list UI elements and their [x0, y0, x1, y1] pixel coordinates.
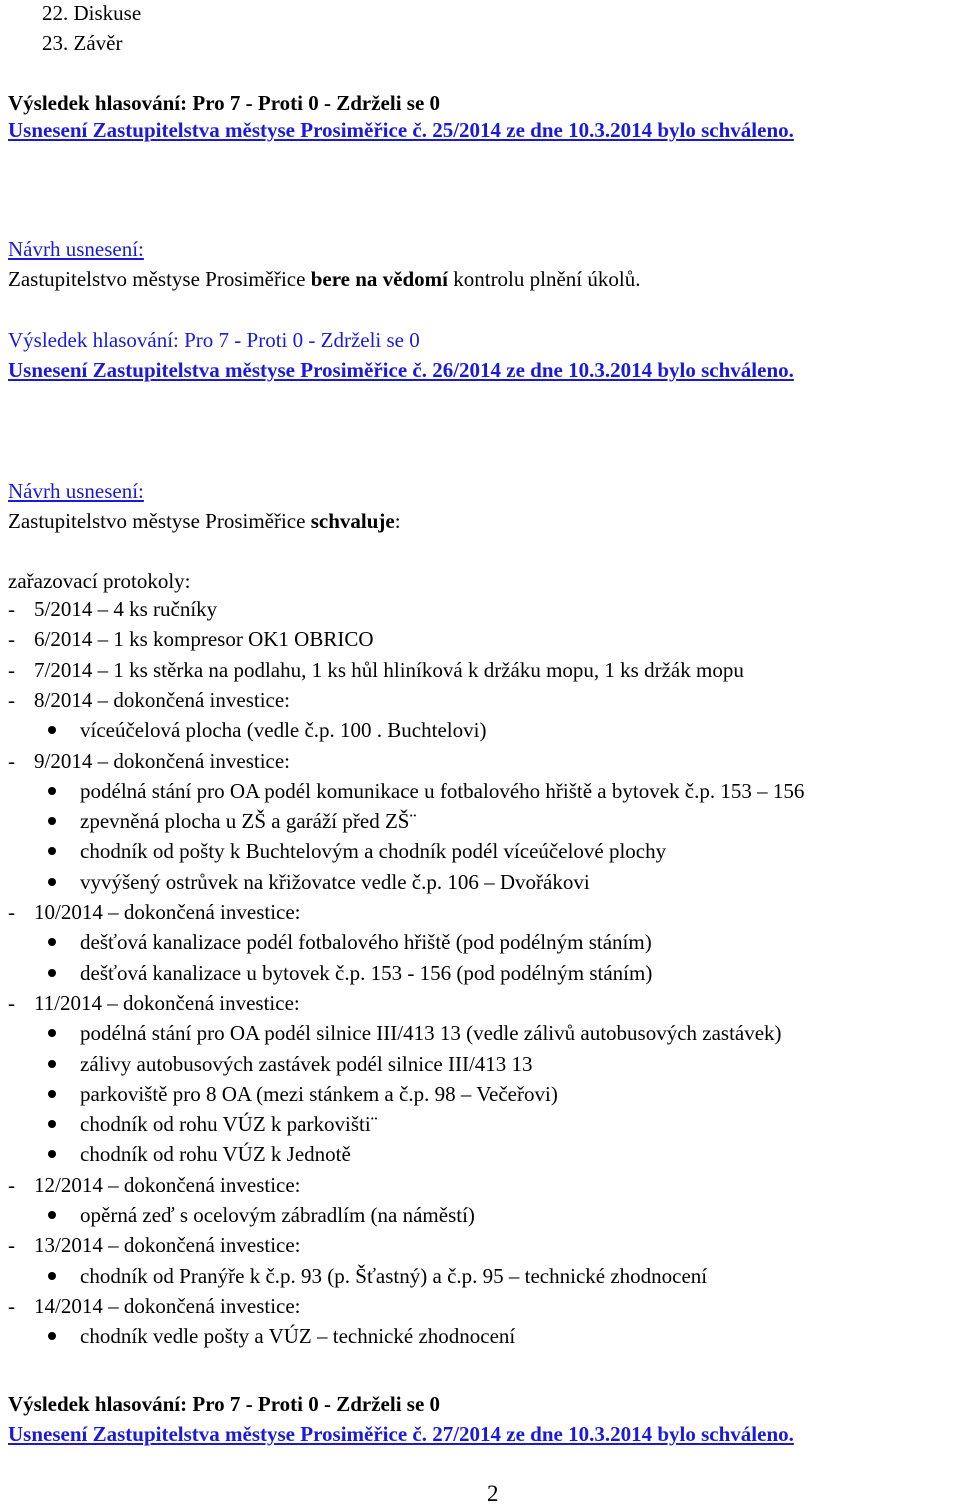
bullet-text: víceúčelová plocha (vedle č.p. 100 . Buchtelovi) [80, 718, 487, 742]
protocol-item-text: 5/2014 – 4 ks ručníky [34, 597, 218, 621]
bullet-text: chodník od Pranýře k č.p. 93 (p. Šťastný) a č.p. 95 – technické zhodnocení [80, 1264, 708, 1288]
proposal-heading: Návrh usnesení: [8, 479, 144, 503]
protocol-item-text: 8/2014 – dokončená investice: [34, 688, 291, 712]
protocol-item [8, 687, 291, 713]
protocol-item-text: 13/2014 – dokončená investice: [34, 1233, 301, 1257]
toc-item-conclusion: 23. Závěr [42, 31, 123, 55]
protocol-item-text: 6/2014 – 1 ks kompresor OK1 OBRICO [34, 627, 374, 651]
bullet-text: parkoviště pro 8 OA (mezi stánkem a č.p. 98 – Večeřovi) [80, 1082, 558, 1106]
protocol-item [8, 596, 218, 622]
dash-marker: - [8, 749, 15, 773]
proposal-verb: bere na vědomí [310, 267, 448, 291]
bullet-icon [48, 1332, 56, 1340]
bullet-icon [48, 1150, 56, 1158]
protocol-bullet-item [80, 1202, 475, 1228]
resolution-26: Usnesení Zastupitelstva městyse Prosiměřice č. 26/2014 ze dne 10.3.2014 bylo schváleno. [8, 358, 794, 382]
protocol-item-text: 12/2014 – dokončená investice: [34, 1173, 301, 1197]
protocol-bullet-item [80, 1111, 378, 1137]
bullet-icon [48, 1272, 56, 1280]
resolution-25: Usnesení Zastupitelstva městyse Prosiměřice č. 25/2014 ze dne 10.3.2014 bylo schváleno. [8, 118, 794, 142]
bullet-text: chodník od rohu VÚZ k parkovišti¨ [80, 1112, 378, 1136]
protocol-bullet-item [80, 1141, 351, 1167]
dash-marker: - [8, 597, 15, 621]
resolution-27: Usnesení Zastupitelstva městyse Prosiměřice č. 27/2014 ze dne 10.3.2014 bylo schváleno. [8, 1422, 794, 1446]
dash-marker: - [8, 658, 15, 682]
bullet-icon [48, 1090, 56, 1098]
protocol-bullet-item [80, 929, 652, 955]
bullet-icon [48, 878, 56, 886]
dash-marker: - [8, 627, 15, 651]
page-number: 2 [487, 1481, 499, 1506]
dash-marker: - [8, 900, 15, 924]
protocol-item [8, 990, 300, 1016]
protocol-item-text: 9/2014 – dokončená investice: [34, 749, 291, 773]
proposal-subject: Zastupitelstvo městyse Prosiměřice [8, 509, 306, 533]
protocol-bullet-item [80, 1081, 558, 1107]
dash-marker: - [8, 688, 15, 712]
dash-marker: - [8, 1173, 15, 1197]
protocol-item [8, 1293, 301, 1319]
bullet-text: chodník od rohu VÚZ k Jednotě [80, 1142, 351, 1166]
bullet-text: podélná stání pro OA podél komunikace u fotbalového hřiště a bytovek č.p. 153 – 156 [80, 779, 805, 803]
protocol-bullet-item [80, 1051, 533, 1077]
bullet-icon [48, 1120, 56, 1128]
protocol-item-text: 14/2014 – dokončená investice: [34, 1294, 301, 1318]
protocol-bullet-item [80, 960, 652, 986]
bullet-icon [48, 787, 56, 795]
bullet-icon [48, 1211, 56, 1219]
bullet-icon [48, 969, 56, 977]
proposal-colon: : [394, 509, 401, 533]
protocol-bullet-item [80, 1020, 782, 1046]
toc-item-discussion: 22. Diskuse [42, 1, 142, 25]
bullet-icon [48, 847, 56, 855]
dash-marker: - [8, 991, 15, 1015]
proposal-verb: schvaluje [310, 509, 395, 533]
protocol-item-text: 10/2014 – dokončená investice: [34, 900, 301, 924]
protocol-bullet-item [80, 778, 804, 804]
protocol-bullet-item [80, 869, 590, 895]
protocols-heading: zařazovací protokoly: [8, 569, 191, 593]
proposal-text [8, 508, 401, 534]
protocol-item [8, 748, 291, 774]
vote-result: Výsledek hlasování: Pro 7 - Proti 0 - Zdrželi se 0 [8, 91, 441, 115]
bullet-icon [48, 817, 56, 825]
bullet-icon [48, 1029, 56, 1037]
bullet-text: zpevněná plocha u ZŠ a garáží před ZŠ¨ [80, 809, 417, 833]
bullet-icon [48, 726, 56, 734]
protocol-bullet-item [80, 1323, 515, 1349]
bullet-text: dešťová kanalizace podél fotbalového hřiště (pod podélným stáním) [80, 930, 652, 954]
vote-result: Výsledek hlasování: Pro 7 - Proti 0 - Zdrželi se 0 [8, 328, 420, 352]
proposal-heading: Návrh usnesení: [8, 237, 144, 261]
bullet-text: chodník vedle pošty a VÚZ – technické zhodnocení [80, 1324, 516, 1348]
protocol-item [8, 657, 744, 683]
bullet-text: opěrná zeď s ocelovým zábradlím (na náměstí) [80, 1203, 475, 1227]
bullet-text: chodník od pošty k Buchtelovým a chodník podél víceúčelové plochy [80, 839, 667, 863]
bullet-icon [48, 938, 56, 946]
protocol-item [8, 626, 374, 652]
protocol-bullet-item [80, 808, 416, 834]
bullet-text: zálivy autobusových zastávek podél silnice III/413 13 [80, 1052, 533, 1076]
bullet-text: vyvýšený ostrůvek na křižovatce vedle č.p. 106 – Dvořákovi [80, 870, 590, 894]
proposal-subject: Zastupitelstvo městyse Prosiměřice [8, 267, 306, 291]
dash-marker: - [8, 1233, 15, 1257]
protocol-item [8, 1172, 301, 1198]
bullet-text: podélná stání pro OA podél silnice III/413 13 (vedle zálivů autobusových zastávek) [80, 1021, 782, 1045]
protocol-item-text: 7/2014 – 1 ks stěrka na podlahu, 1 ks hůl hliníková k držáku mopu, 1 ks držák mopu [34, 658, 744, 682]
vote-result: Výsledek hlasování: Pro 7 - Proti 0 - Zdrželi se 0 [8, 1392, 441, 1416]
protocol-item-text: 11/2014 – dokončená investice: [34, 991, 300, 1015]
protocol-bullet-item [80, 717, 486, 743]
protocol-bullet-item [80, 1263, 707, 1289]
proposal-object: kontrolu plnění úkolů. [453, 267, 641, 291]
dash-marker: - [8, 1294, 15, 1318]
bullet-icon [48, 1060, 56, 1068]
protocol-item [8, 899, 301, 925]
protocol-item [8, 1232, 301, 1258]
protocol-bullet-item [80, 838, 666, 864]
proposal-text [8, 266, 640, 292]
bullet-text: dešťová kanalizace u bytovek č.p. 153 - 156 (pod podélným stáním) [80, 961, 653, 985]
